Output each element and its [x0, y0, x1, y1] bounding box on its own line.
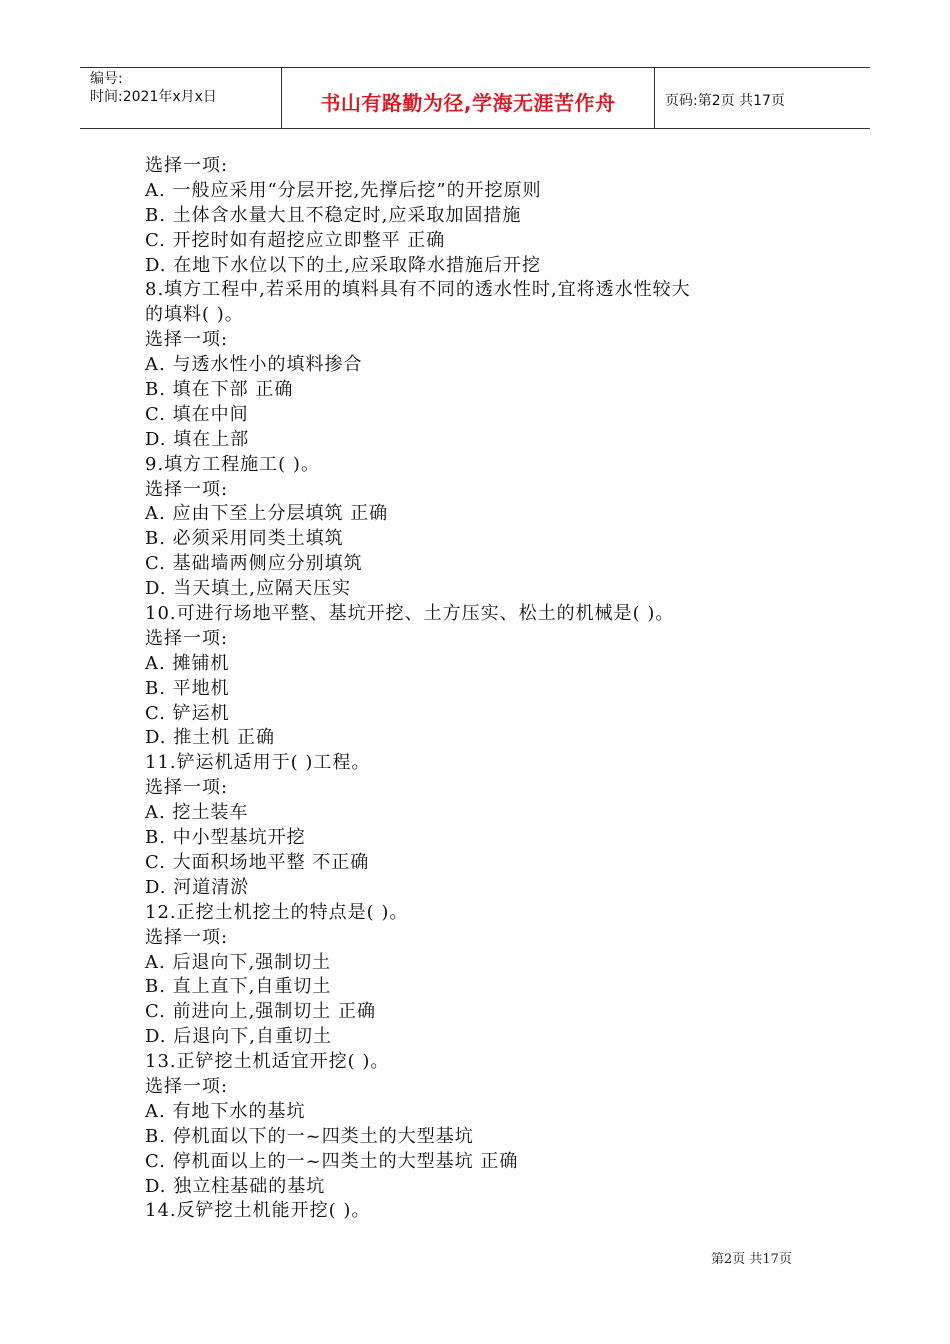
page-header: [80, 67, 870, 129]
text-line: B. 填在下部 正确: [145, 379, 294, 401]
text-line: A. 有地下水的基坑: [145, 1100, 306, 1122]
page-footer: 第2页 共17页: [711, 1252, 792, 1267]
text-line: D. 独立柱基础的基坑: [145, 1175, 326, 1197]
text-line: A. 后退向下,强制切土: [145, 951, 332, 973]
text-line: A. 摊铺机: [145, 652, 230, 674]
text-line: 8.填方工程中,若采用的填料具有不同的透水性时,宜将透水性较大: [145, 279, 691, 301]
text-line: B. 中小型基坑开挖: [145, 827, 306, 849]
text-line: 14.反铲挖土机能开挖( )。: [145, 1200, 371, 1222]
text-line: D. 后退向下,自重切土: [145, 1026, 332, 1048]
text-line: C. 铲运机: [145, 702, 230, 724]
text-line: 9.填方工程施工( )。: [145, 453, 320, 475]
text-line: 11.铲运机适用于( )工程。: [145, 752, 371, 774]
text-line: 选择一项:: [145, 478, 229, 500]
text-line: B. 必须采用同类土填筑: [145, 528, 344, 550]
text-line: A. 与透水性小的填料掺合: [145, 354, 363, 376]
text-line: A. 挖土装车: [145, 802, 249, 824]
header-motto: 书山有路勤为径,学海无涯苦作舟: [282, 68, 655, 128]
text-line: 选择一项:: [145, 926, 229, 948]
text-line: 选择一项:: [145, 1075, 229, 1097]
text-line: A. 应由下至上分层填筑 正确: [145, 503, 389, 525]
code-label: 编号:: [90, 71, 123, 87]
text-line: D. 当天填土,应隔天压实: [145, 578, 351, 600]
text-line: 12.正挖土机挖土的特点是( )。: [145, 901, 409, 923]
text-line: D. 在地下水位以下的土,应采取降水措施后开挖: [145, 254, 541, 276]
text-line: A. 一般应采用“分层开挖,先撑后挖”的开挖原则: [145, 179, 542, 201]
text-line: B. 平地机: [145, 677, 230, 699]
text-line: D. 推土机 正确: [145, 727, 275, 749]
text-line: 10.可进行场地平整、基坑开挖、土方压实、松土的机械是( )。: [145, 603, 675, 625]
text-line: 选择一项:: [145, 627, 229, 649]
text-line: B. 直上直下,自重切土: [145, 976, 332, 998]
text-line: 选择一项:: [145, 329, 229, 351]
text-line: D. 河道清淤: [145, 876, 250, 898]
text-line: C. 大面积场地平整 不正确: [145, 851, 370, 873]
time-label: 时间:2021年x月x日: [90, 89, 217, 105]
text-line: 13.正铲挖土机适宜开挖( )。: [145, 1051, 390, 1073]
text-line: D. 填在上部: [145, 428, 250, 450]
header-page-info: 页码:第2页 共17页: [665, 93, 785, 109]
text-line: B. 土体含水量大且不稳定时,应采取加固措施: [145, 204, 522, 226]
text-line: B. 停机面以下的一~四类土的大型基坑: [145, 1125, 474, 1147]
text-line: 选择一项:: [145, 155, 229, 176]
text-line: C. 填在中间: [145, 403, 249, 425]
text-line: C. 停机面以上的一~四类土的大型基坑 正确: [145, 1150, 519, 1172]
text-line: C. 开挖时如有超挖应立即整平 正确: [145, 229, 446, 251]
text-line: 的填料( )。: [145, 304, 244, 326]
text-line: C. 前进向上,强制切土 正确: [145, 1001, 377, 1023]
text-line: 选择一项:: [145, 777, 229, 799]
header-meta: [80, 68, 282, 128]
document-body: [145, 154, 825, 1224]
text-line: C. 基础墙两侧应分别填筑: [145, 553, 363, 575]
